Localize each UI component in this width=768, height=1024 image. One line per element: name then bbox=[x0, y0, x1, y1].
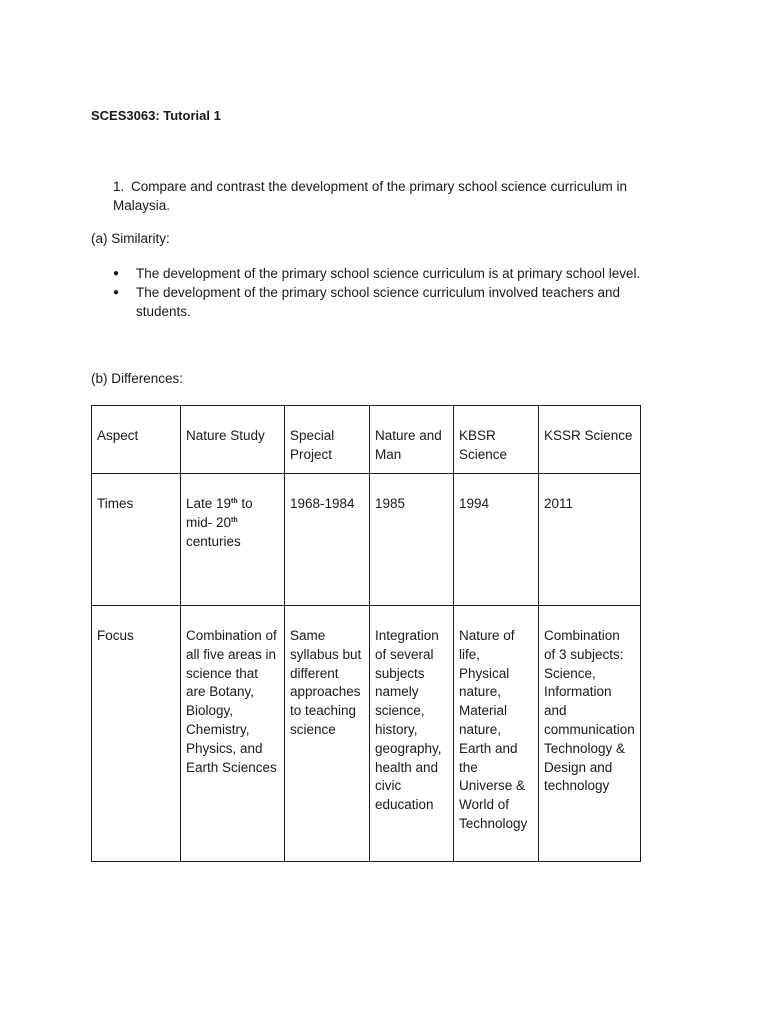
header-cell-nature-and-man: Nature and Man bbox=[370, 406, 454, 474]
differences-table bbox=[91, 405, 641, 862]
cell-times-nature-study bbox=[181, 474, 285, 606]
list-item bbox=[113, 264, 673, 283]
table-row-times bbox=[92, 474, 641, 606]
superscript: th bbox=[231, 498, 238, 505]
times-text: centuries bbox=[186, 533, 241, 549]
table-row-focus bbox=[92, 606, 641, 862]
cell-times-kssr: 2011 bbox=[539, 474, 641, 606]
header-cell-kssr-science: KSSR Science bbox=[539, 406, 641, 474]
header-cell-aspect: Aspect bbox=[92, 406, 181, 474]
header-cell-kbsr-science: KBSR Science bbox=[454, 406, 539, 474]
cell-times-nature-and-man: 1985 bbox=[370, 474, 454, 606]
header-cell-special-project: Special Project bbox=[285, 406, 370, 474]
bullet-icon: ● bbox=[113, 287, 120, 298]
cell-focus-kbsr: Nature of life, Physical nature, Material nature, Earth and the Universe & World of Technology bbox=[454, 606, 539, 862]
cell-times-special-project: 1968-1984 bbox=[285, 474, 370, 606]
times-text: Late 19 bbox=[186, 496, 232, 511]
differences-heading: (b) Differences: bbox=[91, 371, 184, 386]
times-text: to mid- 20 bbox=[186, 496, 253, 530]
list-item bbox=[113, 283, 673, 321]
bullet-icon: ● bbox=[113, 268, 120, 279]
cell-focus-special-project: Same syllabus but different approaches to teaching science bbox=[285, 606, 370, 862]
similarity-item-text: The development of the primary school science curriculum is at primary school level. bbox=[136, 266, 641, 281]
cell-times-kbsr: 1994 bbox=[454, 474, 539, 606]
cell-focus-nature-and-man: Integration of several subjects namely science, history, geography, health and civic education bbox=[370, 606, 454, 862]
similarity-item-text: The development of the primary school science curriculum involved teachers and students. bbox=[136, 285, 620, 319]
question-number: 1. bbox=[113, 179, 125, 194]
header-cell-nature-study: Nature Study bbox=[181, 406, 285, 474]
question-text: Compare and contrast the development of the primary school science curriculum in Malaysia. bbox=[113, 179, 627, 213]
row-label-times: Times bbox=[92, 474, 181, 606]
similarity-heading: (a) Similarity: bbox=[91, 231, 170, 246]
document-title: SCES3063: Tutorial 1 bbox=[91, 108, 221, 123]
row-label-focus: Focus bbox=[92, 606, 181, 862]
cell-focus-nature-study: Combination of all five areas in science that are Botany, Biology, Chemistry, Physics, and Earth Sciences bbox=[181, 606, 285, 862]
cell-focus-kssr: Combination of 3 subjects: Science, Information and communication Technology & Design and technology bbox=[539, 606, 641, 862]
superscript: th bbox=[231, 516, 238, 524]
question-1 bbox=[113, 177, 673, 215]
similarity-list bbox=[113, 264, 673, 321]
table-header-row bbox=[92, 406, 641, 474]
